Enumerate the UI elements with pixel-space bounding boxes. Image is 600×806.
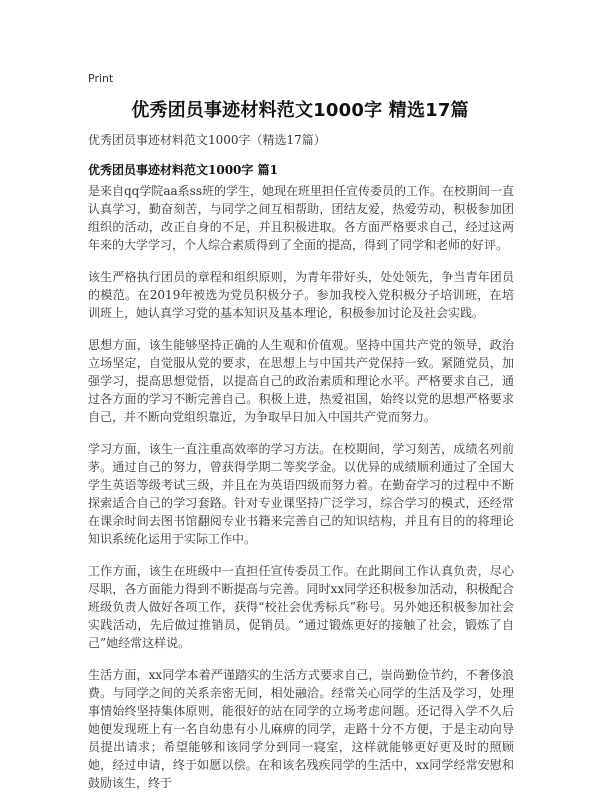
page-title: 优秀团员事迹材料范文1000字 精选17篇 <box>131 100 469 121</box>
paragraph-1: 是来自qq学院aa系ss班的学生，她现在班里担任宣传委员的工作。在校期间一直认真学习，勤奋刻苦，与同学之间互相帮助，团结友爱，热爱劳动，积极参加团组织的活动，改正自身的不足，并且积极进取。各方面严格要求自己，经过这两年来的大学学习，个人综合素质得到了全面的提高，得到了同学和老师的好评。 <box>88 184 514 252</box>
paragraph-6: 生活方面，xx同学本着严谨踏实的生活方式要求自己，崇尚勤俭节约，不奢侈浪费。与同学之间的关系亲密无间，相处融洽。经常关心同学的生活及学习，处理事情始终坚持集体原则，能很好的站在同学的立场考虑问题。还记得入学不久后她便发现班上有一名自幼患有小儿麻痹的同学，走路十分不方便，于是主动向导员提出请求；希望能够和该同学分到同一寝室，这样就能够更好更及时的照顾她，经过申请，终于如愿以偿。在和该名残疾同学的生活中，xx同学经常安慰和鼓励该生，终于 <box>88 668 514 790</box>
document-subtitle: 优秀团员事迹材料范文1000字（精选17篇） <box>88 133 326 147</box>
body-text <box>88 182 514 806</box>
print-link[interactable]: Print <box>88 72 114 85</box>
paragraph-2: 该生严格执行团员的章程和组织原则，为青年带好头，处处领先，争当青年团员的模范。在2019年被选为党员积极分子。参加我校入党积极分子培训班，在培训班上，她认真学习党的基本知识及基本理论，积极参加讨论及社会实践。 <box>88 270 514 320</box>
section-heading: 优秀团员事迹材料范文1000字 篇1 <box>88 163 278 177</box>
paragraph-5: 工作方面，该生在班级中一直担任宣传委员工作。在此期间工作认真负责，尽心尽职，各方面能力得到不断提高与完善。同时xx同学还积极参加活动，积极配合班级负责人做好各项工作，获得“校社会优秀标兵”称号。另外她还积极参加社会实践活动，先后做过推销员，促销员。“通过锻炼更好的接触了社会，锻炼了自己”她经常这样说。 <box>88 564 514 650</box>
paragraph-4: 学习方面，该生一直注重高效率的学习方法。在校期间，学习刻苦，成绩名列前茅。通过自己的努力，曾获得学期二等奖学金。以优异的成绩顺利通过了全国大学生英语等级考试三级，并且在为英语四级而努力着。在勤奋学习的过程中不断探索适合自己的学习套路。针对专业课坚持广泛学习，综合学习的模式，还经常在课余时间去图书馆翻阅专业书籍来完善自己的知识结构，并且有目的的将理论知识系统化运用于实际工作中。 <box>88 442 514 546</box>
paragraph-3: 思想方面，该生能够坚持正确的人生观和价值观。坚持中国共产党的领导，政治立场坚定，自觉服从党的要求，在思想上与中国共产党保持一致。紧随党员，加强学习，提高思想觉悟，以提高自己的政治素质和理论水平。严格要求自己，通过各方面的学习不断完善自己。积极上进，热爱祖国，始终以党的思想严格要求自己，并不断向党组织靠近，为争取早日加入中国共产党而努力。 <box>88 338 514 424</box>
